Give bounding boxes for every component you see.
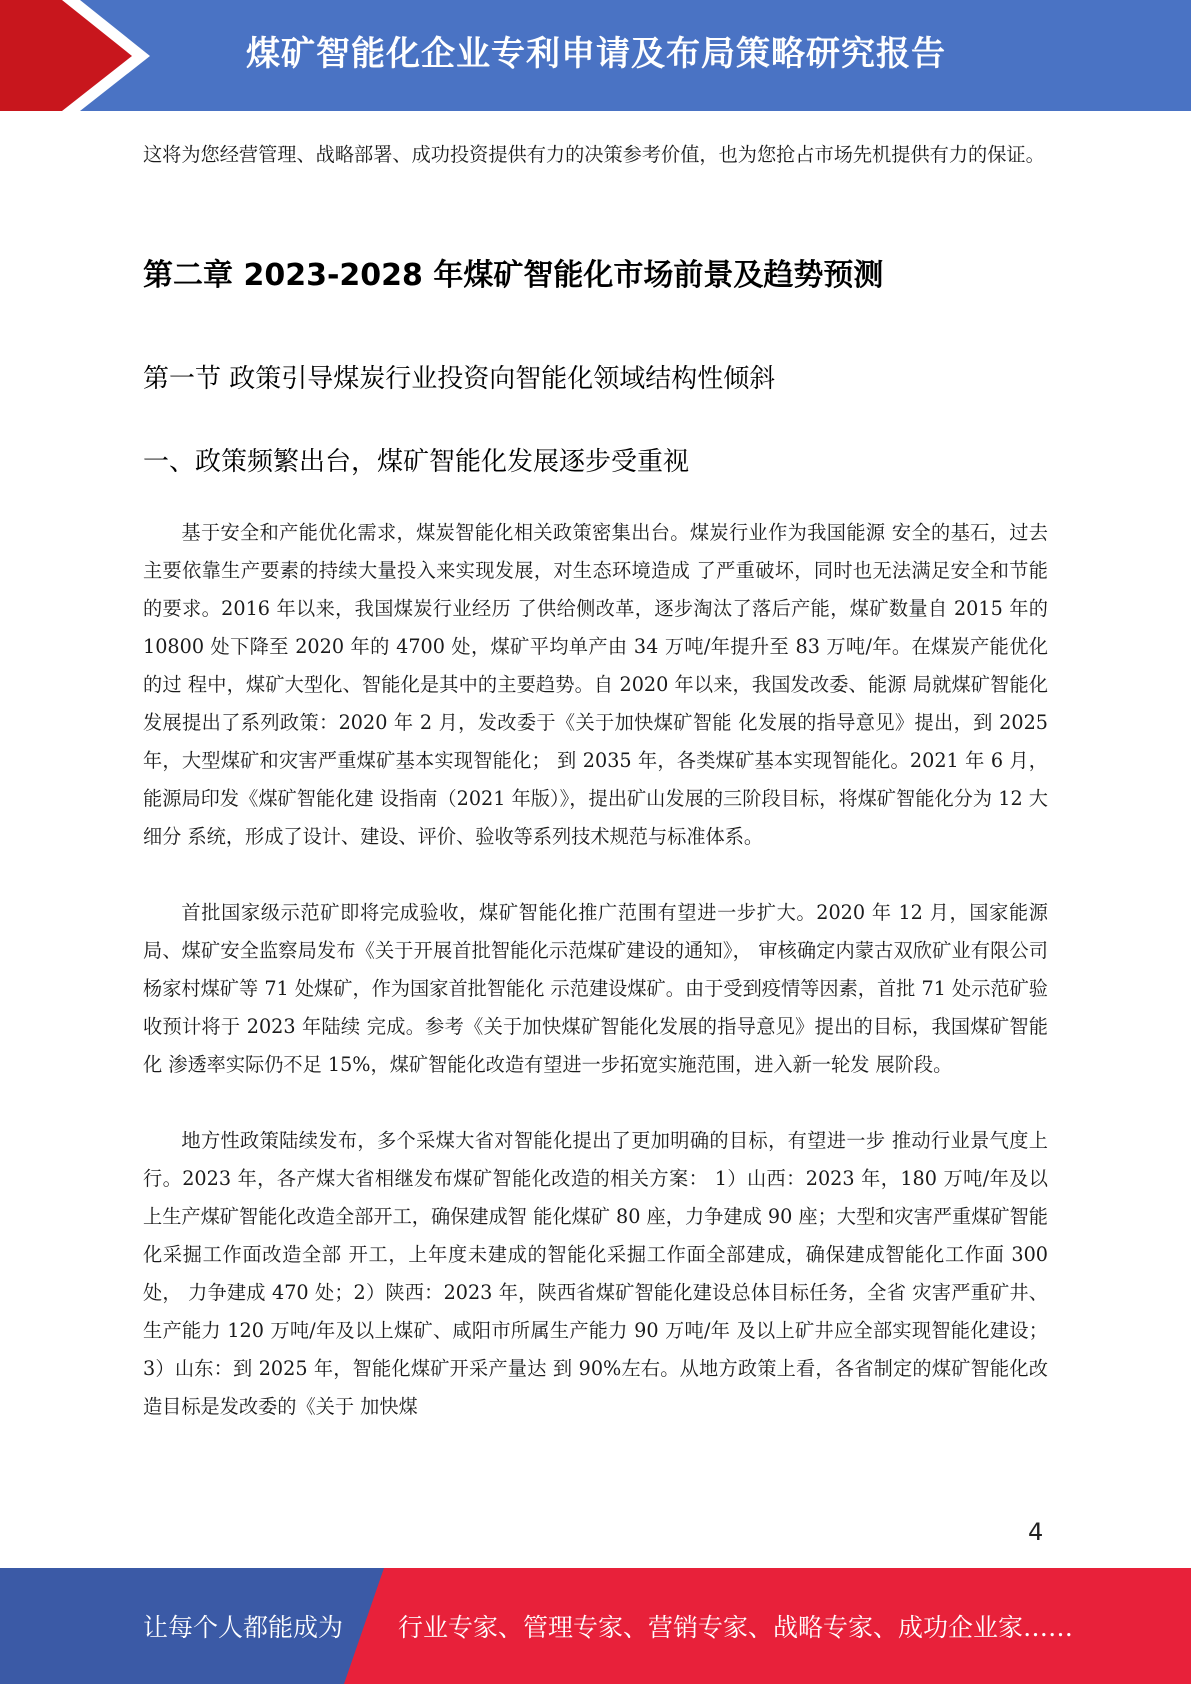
- chapter-title: 第二章 2023-2028 年煤矿智能化市场前景及趋势预测: [143, 258, 884, 293]
- page-footer: [0, 1568, 1191, 1684]
- body-paragraph: 地方性政策陆续发布，多个采煤大省对智能化提出了更加明确的目标，有望进一步 推动行业景气度上行。2023 年，各产煤大省相继发布煤矿智能化改造的相关方案： 1）山西：2023 年，180 万吨/年及以上生产煤矿智能化改造全部开工，确保建成智 能化煤矿 80 座，力争建成 90 座；大型和灾害严重煤矿智能化采掘工作面改造全部 开工，上年度未建成的智能化采掘工作面全部建成，确保建成智能化工作面 300 处， 力争建成 470 处；2）陕西：2023 年，陕西省煤矿智能化建设总体目标任务，全省 灾害严重矿井、生产能力 120 万吨/年及以上煤矿、咸阳市所属生产能力 90 万吨/年 及以上矿井应全部实现智能化建设；3）山东：到 2025 年，智能化煤矿开采产量达 到 90%左右。从地方政策上看，各省制定的煤矿智能化改造目标是发改委的《关于 加快煤: [143, 1129, 1048, 1418]
- section-title: 第一节 政策引导煤炭行业投资向智能化领域结构性倾斜: [143, 364, 776, 394]
- report-title: 煤矿智能化企业专利申请及布局策略研究报告: [246, 34, 946, 74]
- intro-block: [143, 132, 1048, 174]
- page-header: [0, 0, 1191, 111]
- footer-slogan-right: 行业专家、管理专家、营销专家、战略专家、成功企业家……: [398, 1613, 1074, 1642]
- page-number: 4: [1028, 1518, 1044, 1546]
- body-paragraph: 首批国家级示范矿即将完成验收，煤矿智能化推广范围有望进一步扩大。2020 年 12 月，国家能源局、煤矿安全监察局发布《关于开展首批智能化示范煤矿建设的通知》， 审核确定内蒙古双欣矿业有限公司杨家村煤矿等 71 处煤矿，作为国家首批智能化 示范建设煤矿。由于受到疫情等因素，首批 71 处示范矿验收预计将于 2023 年陆续 完成。参考《关于加快煤矿智能化发展的指导意见》提出的目标，我国煤矿智能化 渗透率实际仍不足 15%，煤矿智能化改造有望进一步拓宽实施范围，进入新一轮发 展阶段。: [143, 901, 1048, 1076]
- body-text: [143, 514, 1048, 1426]
- intro-paragraph: 这将为您经营管理、战略部署、成功投资提供有力的决策参考价值，也为您抢占市场先机提供有力的保证。: [143, 143, 1045, 166]
- header-chevron-red: [0, 0, 132, 111]
- subsection-title: 一、政策频繁出台，煤矿智能化发展逐步受重视: [143, 447, 690, 477]
- footer-slogan-left: 让每个人都能成为: [143, 1613, 344, 1642]
- body-paragraph: 基于安全和产能优化需求，煤炭智能化相关政策密集出台。煤炭行业作为我国能源 安全的基石，过去主要依靠生产要素的持续大量投入来实现发展，对生态环境造成 了严重破坏，同时也无法满足安全和节能的要求。2016 年以来，我国煤炭行业经历 了供给侧改革，逐步淘汰了落后产能，煤矿数量自 2015 年的 10800 处下降至 2020 年的 4700 处，煤矿平均单产由 34 万吨/年提升至 83 万吨/年。在煤炭产能优化的过 程中，煤矿大型化、智能化是其中的主要趋势。自 2020 年以来，我国发改委、能源 局就煤矿智能化发展提出了系列政策：2020 年 2 月，发改委于《关于加快煤矿智能 化发展的指导意见》提出，到 2025 年，大型煤矿和灾害严重煤矿基本实现智能化； 到 2035 年，各类煤矿基本实现智能化。2021 年 6 月，能源局印发《煤矿智能化建 设指南（2021 年版）》，提出矿山发展的三阶段目标，将煤矿智能化分为 12 大细分 系统，形成了设计、建设、评价、验收等系列技术规范与标准体系。: [143, 521, 1048, 848]
